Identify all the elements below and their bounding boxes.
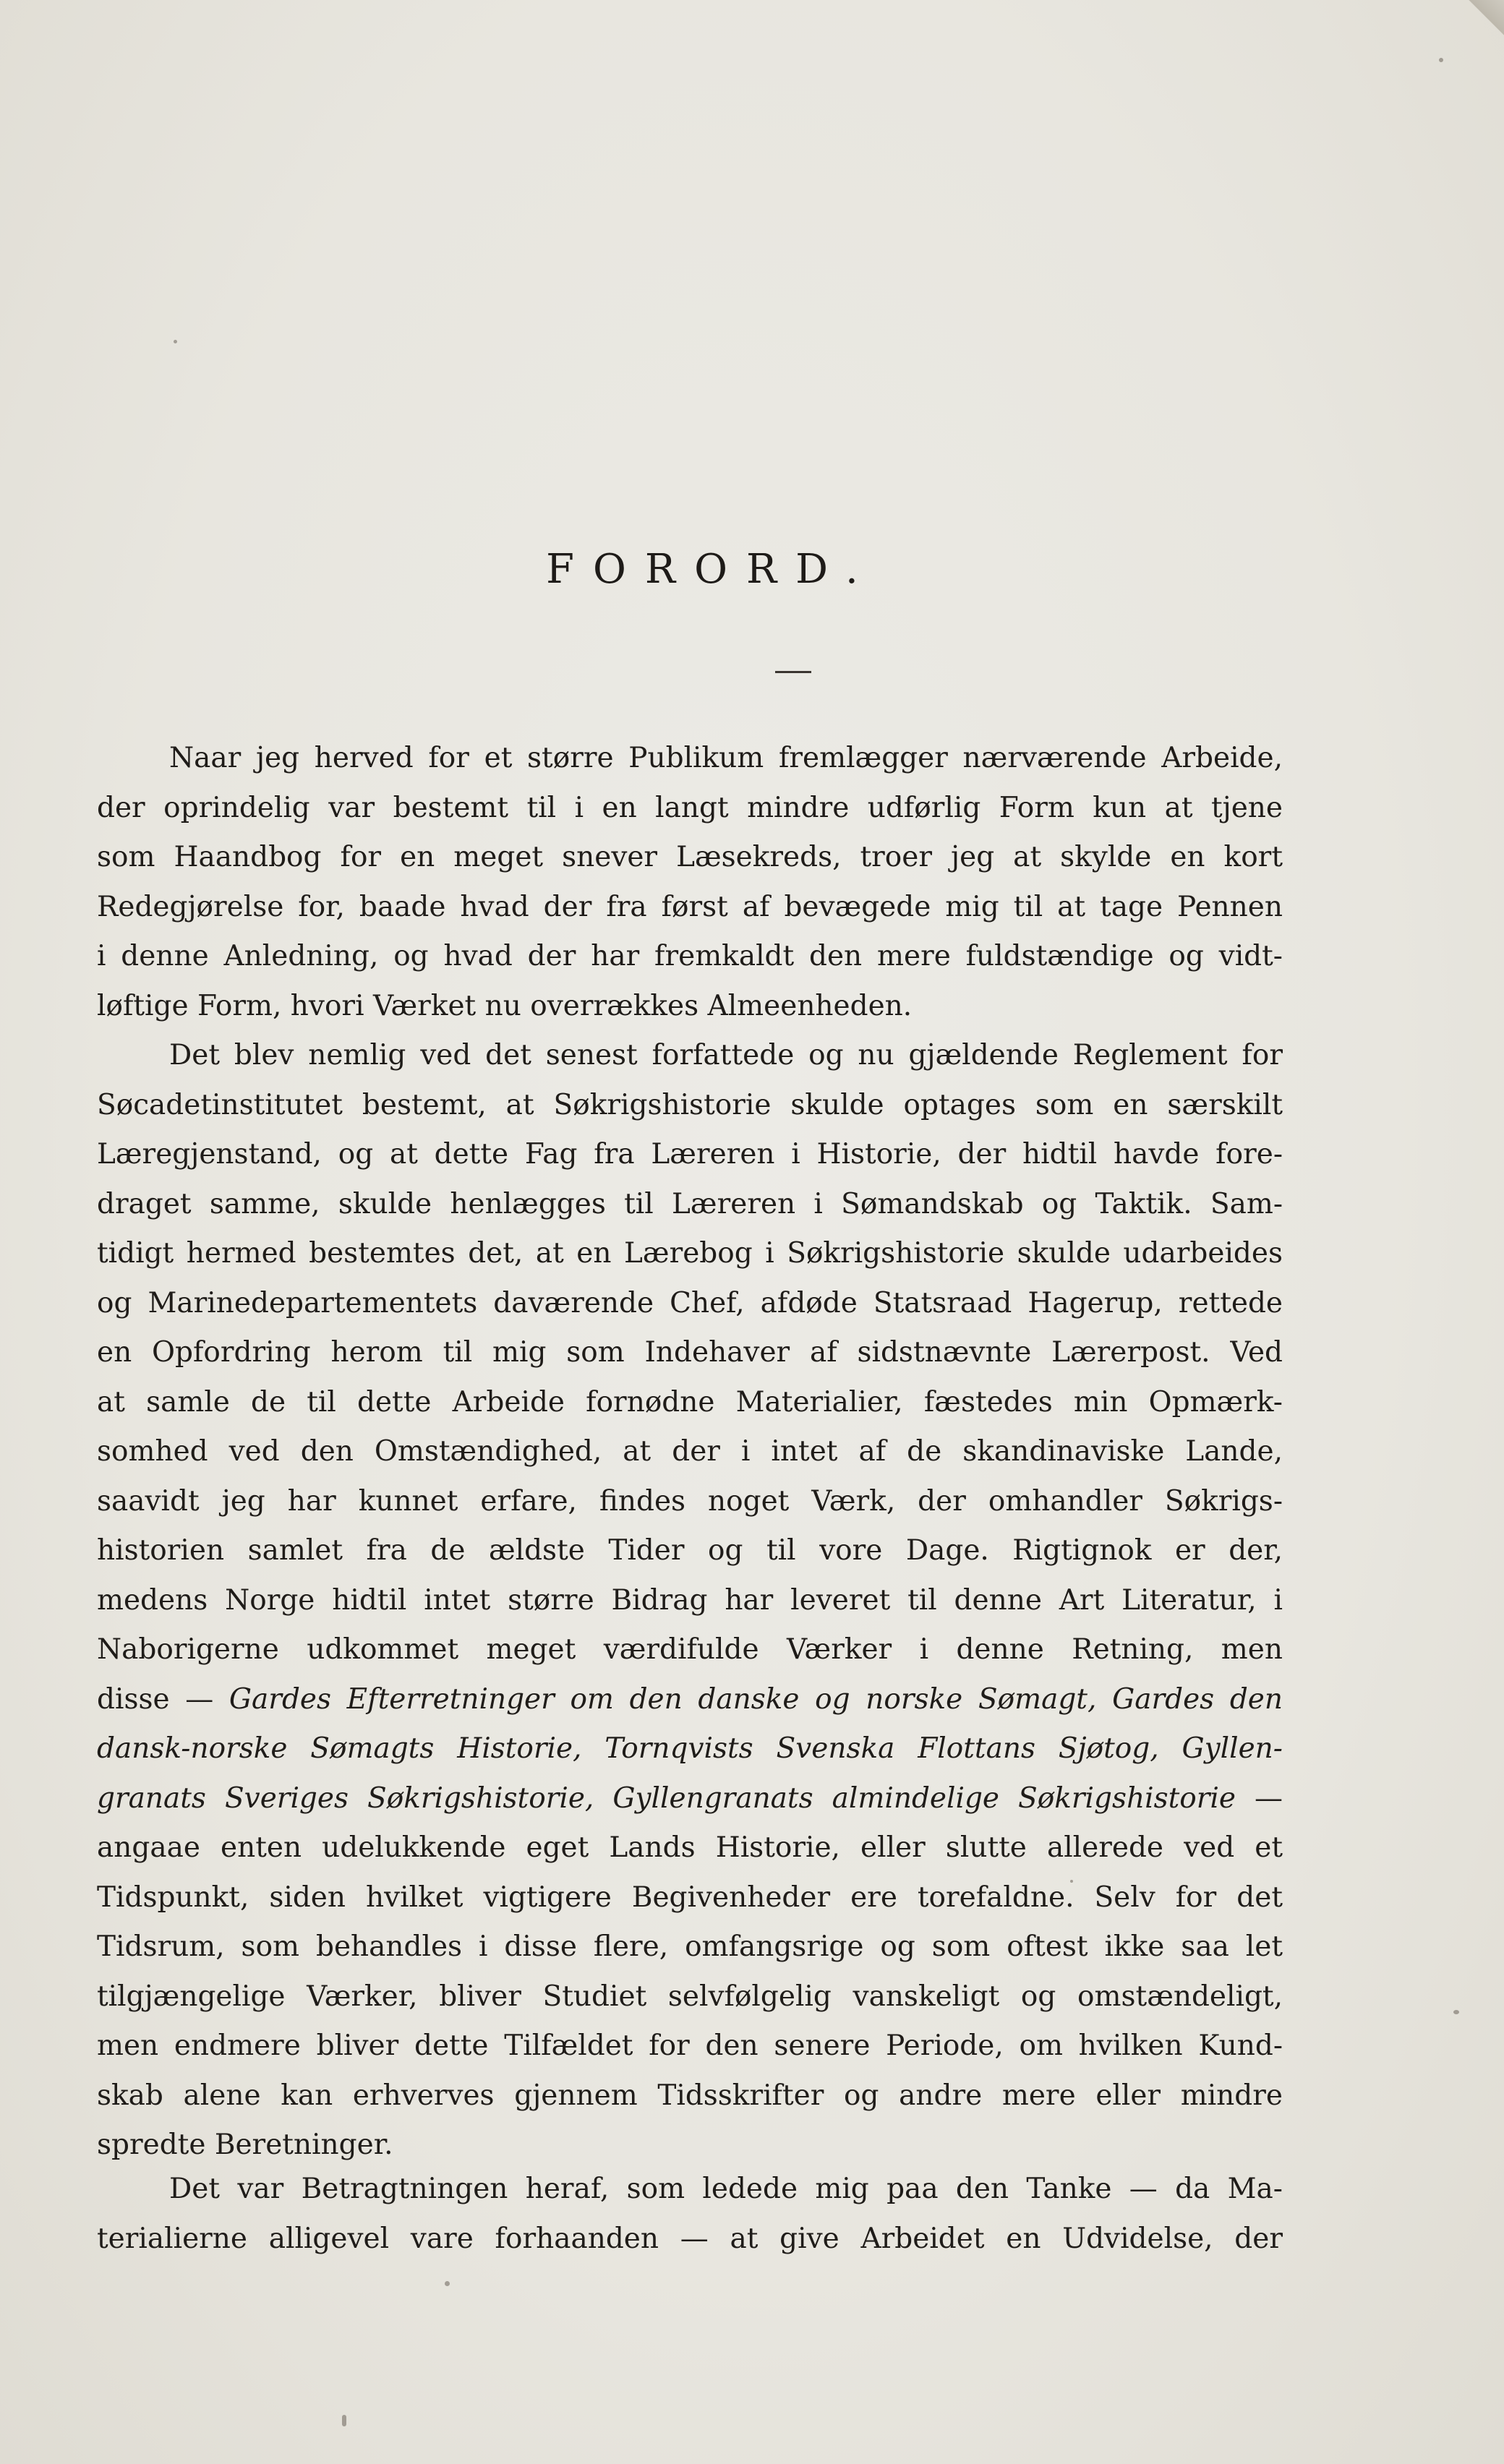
text-plain: — — [1235, 1781, 1283, 1815]
citation-italic: granats Sveriges Søkrigshistorie, — [97, 1781, 594, 1815]
ink-speck — [174, 340, 177, 343]
text-line: tidigt hermed bestemtes det, at en Lærebog i Søkrigshistorie skulde udarbeides — [97, 1237, 1283, 1270]
text-line: medens Norge hidtil intet større Bidrag har leveret til denne Art Literatur, i — [97, 1583, 1283, 1617]
text-line: draget samme, skulde henlægges til Læreren i Sømandskab og Taktik. Sam- — [97, 1187, 1283, 1220]
text-line: historien samlet fra de ældste Tider og til vore Dage. Rigtignok er der, — [97, 1534, 1283, 1567]
citation-italic: Gardes Efterretninger om den danske og norske Sømagt, — [228, 1682, 1097, 1716]
text-line: og Marinedepartementets daværende Chef, afdøde Statsraad Hagerup, rettede — [97, 1286, 1283, 1319]
text-line: skab alene kan erhverves gjennem Tidsskrifter og andre mere eller mindre — [97, 2079, 1283, 2112]
text-line: Naar jeg herved for et større Publikum fremlægger nærværende Arbeide, — [169, 742, 1283, 774]
text-line: men endmere bliver dette Tilfældet for den senere Periode, om hvilken Kund- — [97, 2029, 1283, 2062]
text-line: der oprindelig var bestemt til i en langt mindre udførlig Form kun at tjene — [97, 791, 1283, 824]
text-plain — [1159, 1732, 1182, 1765]
text-line: Naborigerne udkommet meget værdifulde Værker i denne Retning, men — [97, 1633, 1283, 1666]
citation-italic: dansk-norske Sømagts Historie, — [97, 1732, 582, 1765]
ink-speck — [342, 2415, 346, 2426]
text-line: saavidt jeg har kunnet erfare, findes noget Værk, der omhandler Søkrigs- — [97, 1484, 1283, 1518]
title-rule — [775, 671, 811, 673]
paragraph-2 — [97, 1031, 1283, 2170]
citation-italic: Tornqvists Svenska Flottans Sjøtog, — [604, 1732, 1159, 1765]
ink-speck — [445, 2281, 450, 2286]
text-line: Redegjørelse for, baade hvad der fra først af bevægede mig til at tage Pennen — [97, 890, 1283, 923]
text-line-mixed — [97, 1774, 1283, 1824]
text-line: terialierne alligevel vare forhaanden — at give Arbeidet en Udvidelse, der — [97, 2222, 1283, 2255]
text-line: tilgjængelige Værker, bliver Studiet selvfølgelig vanskeligt og omstændeligt, — [97, 1980, 1283, 2013]
text-plain — [594, 1782, 612, 1815]
text-line: Det blev nemlig ved det senest forfattede og nu gjældende Reglement for — [169, 1039, 1283, 1071]
ink-speck — [1453, 2010, 1459, 2014]
paragraph-1 — [97, 734, 1283, 1031]
text-line-mixed — [97, 1724, 1283, 1774]
text-plain: disse — — [97, 1682, 229, 1716]
text-line: at samle de til dette Arbeide fornødne Materialier, fæstedes min Opmærk- — [97, 1385, 1283, 1419]
text-line: Læregjenstand, og at dette Fag fra Læreren i Historie, der hidtil havde fore- — [97, 1138, 1283, 1171]
text-line: Tidspunkt, siden hvilket vigtigere Begivenheder ere torefaldne. Selv for det — [97, 1881, 1283, 1914]
text-plain — [581, 1732, 604, 1765]
page-corner-fold — [1461, 0, 1504, 43]
paragraph-3 — [97, 2165, 1283, 2264]
text-line: Tidsrum, som behandles i disse flere, omfangsrige og som oftest ikke saa let — [97, 1930, 1283, 1963]
text-line: spredte Beretninger. — [97, 2129, 393, 2161]
text-line: somhed ved den Omstændighed, at der i intet af de skandinaviske Lande, — [97, 1435, 1283, 1468]
text-line: løftige Form, hvori Værket nu overrækkes Almeenheden. — [97, 989, 913, 1022]
text-line: en Opfordring herom til mig som Indehaver af sidstnævnte Lærerpost. Ved — [97, 1336, 1283, 1369]
text-line: angaae enten udelukkende eget Lands Historie, eller slutte allerede ved et — [97, 1831, 1283, 1864]
text-line: Det var Betragtningen heraf, som ledede mig paa den Tanke — da Ma- — [169, 2173, 1283, 2205]
citation-italic: Gyllengranats almindelige Søkrigshistorie — [612, 1781, 1236, 1815]
text-line: i denne Anledning, og hvad der har fremkaldt den mere fuldstændige og vidt- — [97, 940, 1283, 972]
text-line: Søcadetinstitutet bestemt, at Søkrigshistorie skulde optages som en særskilt — [97, 1088, 1283, 1121]
citation-italic: Gyllen- — [1182, 1732, 1283, 1765]
text-line: som Haandbog for en meget snever Læsekreds, troer jeg at skylde en kort — [97, 841, 1283, 873]
citation-italic: Gardes den — [1096, 1682, 1283, 1716]
ink-speck — [1439, 58, 1443, 62]
text-line-mixed — [97, 1675, 1283, 1725]
page-title: FORORD. — [546, 546, 877, 593]
